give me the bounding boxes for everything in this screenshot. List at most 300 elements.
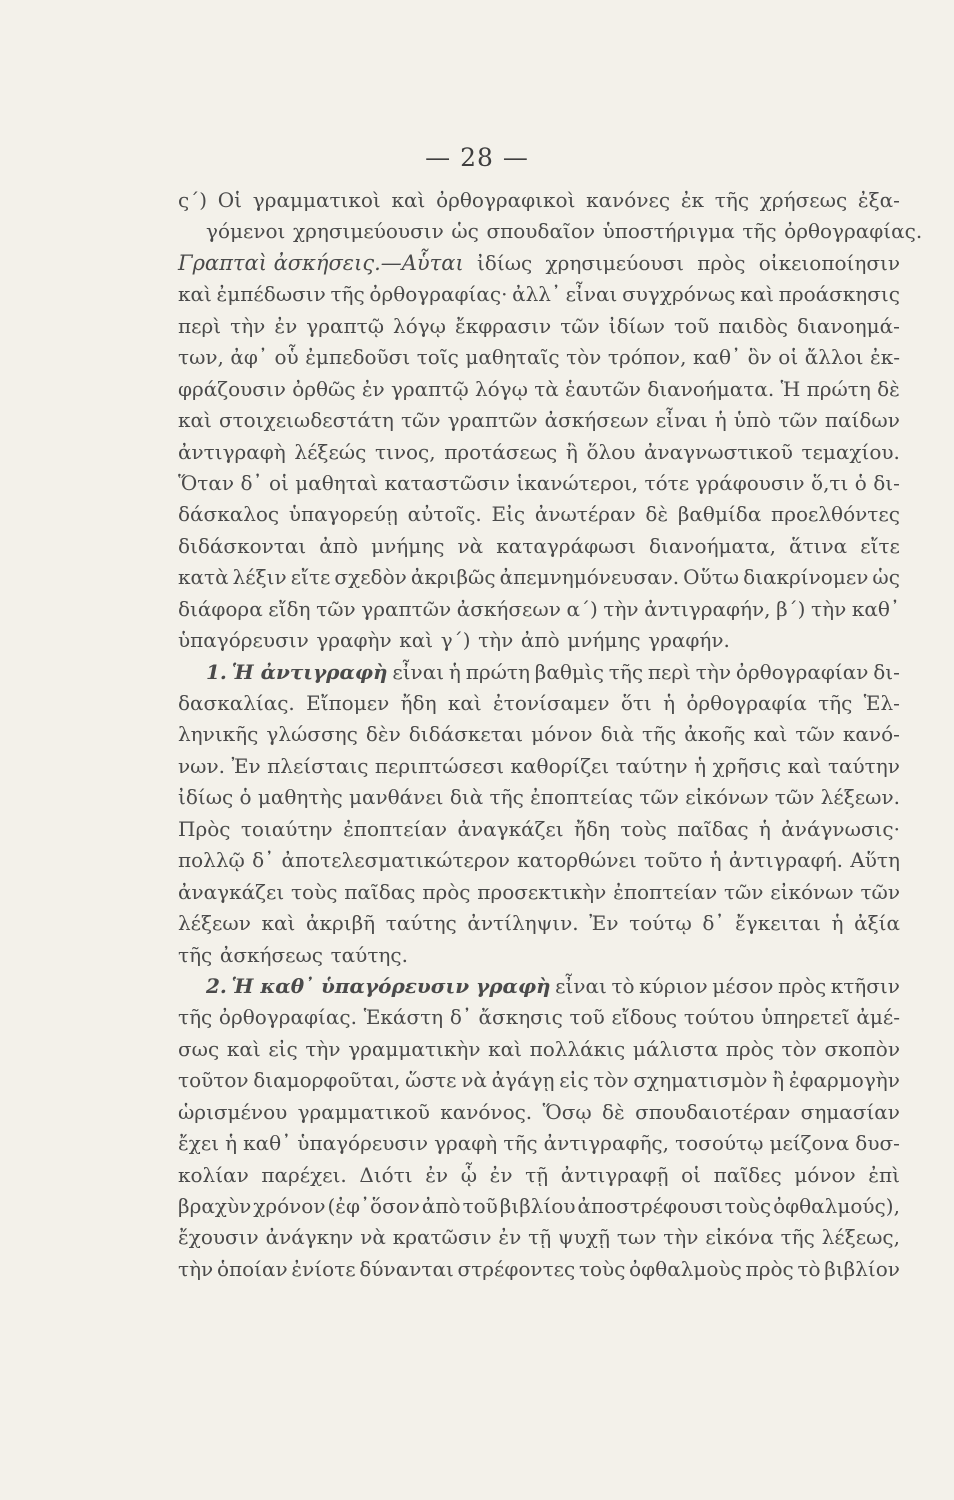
word: ἡ (448, 659, 461, 684)
word: προελθόντες (771, 502, 900, 527)
word: Εἴπομεν (306, 691, 390, 715)
word: εἴτε (290, 565, 331, 590)
word: πολλάκις (529, 1036, 626, 1061)
word: ἀντιγραφή. (728, 848, 844, 873)
text-line (178, 374, 900, 405)
word: τοὺς (578, 1256, 626, 1281)
word: τῆς (608, 659, 644, 684)
word: ὀρθογραφίας. (784, 219, 923, 244)
word: λέξιν (232, 565, 287, 590)
word: ἐξα- (857, 188, 900, 212)
word: πλείσταις (267, 753, 369, 778)
word: στοιχειωδεστάτη (218, 408, 394, 433)
section-number: 2. (206, 973, 227, 998)
word: τοὺς (724, 1194, 772, 1218)
text-line (178, 405, 900, 436)
word: παρέχει. (261, 1162, 347, 1187)
word: τεμαχίου. (801, 439, 900, 464)
text-line (178, 499, 900, 530)
word: (ἐφ᾽ὅσον (327, 1194, 420, 1218)
word: τὰ (534, 376, 559, 401)
word: ὁποίαν (216, 1256, 288, 1281)
word: εἰκόνα (705, 1225, 774, 1250)
word: λέξεως, (821, 1225, 900, 1250)
word: τὴν (695, 659, 731, 684)
word: χρησιμεύουσι (545, 250, 685, 275)
word: ὀρθογραφία (686, 691, 807, 715)
word: τῆς (714, 188, 750, 212)
word: εἶναι (392, 659, 445, 684)
word: εἴδους (611, 1005, 678, 1030)
word: περὶ (178, 313, 222, 338)
word: καὶ (261, 911, 296, 936)
word: ἀξία (854, 911, 900, 936)
body-text (178, 185, 923, 1285)
word: ἀμέ- (856, 1005, 900, 1030)
word: καὶ (399, 628, 434, 653)
word: τοὺς (620, 816, 667, 841)
word: γραμματικοὶ (252, 188, 381, 212)
word: Ἡ (780, 376, 801, 401)
word: τῶν (860, 879, 900, 904)
word: προσεκτικὴν (477, 879, 607, 904)
word: νὰ (457, 533, 484, 558)
word: κατὰ (178, 565, 229, 590)
word: προάσκησις (778, 282, 900, 307)
word: δι- (873, 659, 900, 684)
word: ἢ (565, 439, 578, 464)
word: χρόνον (253, 1194, 326, 1218)
word: οἱ (268, 470, 289, 495)
word: μαθηταῖς (465, 345, 560, 370)
text-line (178, 248, 900, 279)
word: παῖδας (344, 879, 416, 904)
word: Ὅσῳ (542, 1099, 592, 1124)
word: χρήσεως (759, 188, 848, 212)
word: δ᾽ (240, 470, 263, 495)
word: των, (178, 345, 224, 370)
word: οἱ (681, 1162, 701, 1187)
word: ἡ (831, 911, 844, 936)
word: εἴτε (860, 533, 900, 558)
word: τοιαύτην (240, 816, 333, 841)
word: ἰδίως (178, 785, 234, 810)
word: γραπτῶν (447, 408, 538, 433)
text-line (178, 940, 900, 971)
word: τοῦ (673, 313, 710, 338)
word: ἀπεμνημόνευσαν. (499, 565, 680, 590)
word: ἐκ- (870, 345, 900, 370)
text-line (178, 1065, 900, 1096)
word: ἄλλοι (804, 345, 864, 370)
word: δὲ (877, 376, 900, 401)
word: ληνικῆς (178, 722, 259, 747)
word: γραφήν. (648, 628, 730, 653)
word: ἀκριβῶς (410, 565, 496, 590)
word: Πρὸς (178, 816, 231, 841)
word: μαθητὴς (257, 785, 343, 810)
word: δυσ- (855, 1131, 900, 1156)
text-line (178, 1191, 900, 1222)
word: ἀγάγῃ (491, 1068, 555, 1093)
word: γραμματικὴν (348, 1036, 481, 1061)
word: μόνον (531, 722, 593, 747)
word: λόγῳ (393, 313, 446, 338)
word: Εἰς (491, 502, 526, 527)
text-line (178, 1002, 900, 1033)
word: δ᾽ (702, 911, 725, 936)
text-line (178, 1254, 900, 1285)
word: ἐτονίσαμεν (493, 691, 610, 715)
word: ἔχει (178, 1131, 220, 1156)
word: τῆς (503, 1131, 538, 1156)
word: ἀποστρέφουσι (577, 1194, 723, 1218)
text-line (178, 594, 900, 625)
word: ἀνάγκην (265, 1225, 354, 1250)
word: κανόνος. (440, 1099, 533, 1124)
word: τούτου (683, 1005, 755, 1030)
word: τοῦτο (643, 848, 703, 873)
word: ἀντίληψιν. (467, 911, 579, 936)
word: τρόπον, (607, 345, 687, 370)
word: Ἑλ- (863, 691, 900, 715)
word: διανοήματα, (648, 533, 776, 558)
word: δασκαλίας. (178, 691, 295, 715)
word: ἀνάγνωσις· (781, 816, 900, 841)
word: ἀκριβῆ (306, 911, 376, 936)
word: κρατῶσιν (392, 1225, 492, 1250)
word: γραφὴ (434, 1131, 498, 1156)
word: γραπτῶν (361, 596, 452, 621)
word: διανοήματα. (647, 376, 775, 401)
text-line (178, 468, 900, 499)
word: εἰκόνων (685, 785, 769, 810)
text-line (178, 971, 900, 1002)
word: τῶν (639, 785, 679, 810)
word: ἐπὶ (868, 1162, 900, 1187)
text-line (178, 1097, 900, 1128)
word: τῇ (525, 1162, 549, 1187)
word: ἀσκήσεων (456, 596, 561, 621)
word: γράφουσιν (695, 470, 805, 495)
word: νων. (178, 753, 225, 778)
word: ὀφθαλμούς), (773, 1194, 900, 1218)
word: τῆς (742, 219, 777, 244)
word: οἱ (778, 345, 799, 370)
word: ἡ (694, 753, 707, 778)
word: ἀσκήσεων (544, 408, 649, 433)
word: λέξεώς (294, 439, 367, 464)
word: ὥστε (405, 1068, 457, 1093)
word: ἱκανώτεροι, (516, 470, 639, 495)
word: εἶναι (555, 973, 607, 998)
word: πολλῷ (178, 848, 245, 873)
word: τὴν (178, 1256, 214, 1281)
text-line (178, 782, 900, 813)
word: ταύτην (827, 753, 900, 778)
word: καθ᾽ (243, 1131, 292, 1156)
text-line (178, 877, 900, 908)
word: ταύτην (615, 753, 688, 778)
word: ἀπὸ (319, 533, 358, 558)
word: ἡ (709, 848, 722, 873)
word: ἔχουσιν (178, 1225, 259, 1250)
word: ὅτι (620, 691, 652, 715)
word: ἰδίως (476, 250, 533, 275)
word: τῶν (400, 408, 441, 433)
word: προτάσεως (444, 439, 558, 464)
word: ἀντιγραφῆς, (543, 1131, 669, 1156)
word: ὀρθογραφίαν (735, 659, 869, 684)
word: ὀρθογραφίας· (369, 282, 508, 307)
word: τῆς (641, 722, 677, 747)
word: ἀκοῆς (684, 722, 746, 747)
word: τὸν (781, 1036, 817, 1061)
word: εἶναι (565, 282, 618, 307)
section-heading: Ἡ ἀντιγραφὴ (231, 659, 388, 684)
word: καθ᾽ (692, 345, 742, 370)
word: πρὸς (778, 973, 827, 998)
word: οἰκειοποίησιν (758, 250, 900, 275)
word: βιβλίου (499, 1194, 576, 1218)
word: διανοημά- (797, 313, 900, 338)
word: δὲ (602, 1099, 625, 1124)
word: πρώτη (465, 659, 530, 684)
word: σπουδαῖον (486, 219, 596, 244)
word: φράζουσιν (178, 376, 286, 401)
word: τῆς (330, 282, 365, 307)
word: ἐν (498, 1225, 522, 1250)
text-line (178, 311, 900, 342)
text-line (178, 342, 900, 373)
word: τῶν (316, 596, 356, 621)
text-line (178, 751, 900, 782)
word: καὶ (447, 691, 482, 715)
word: κανόνες (586, 188, 671, 212)
word: ὀρθογραφικοὶ (436, 188, 576, 212)
text-line (178, 216, 923, 247)
word: καὶ (178, 282, 212, 307)
word: εἰκόνων (770, 879, 854, 904)
word: ταύτης (385, 911, 457, 936)
word: ὅλου (586, 439, 636, 464)
text-line (178, 1222, 900, 1253)
word: διὰ (449, 785, 484, 810)
word: λόγῳ (474, 376, 528, 401)
word: τῶν (778, 408, 818, 433)
word: ἡ (225, 1131, 238, 1156)
word: νὰ (461, 1068, 487, 1093)
word: πρὸς (725, 1036, 774, 1061)
word: τῶν (560, 313, 600, 338)
word: τότε (644, 470, 690, 495)
word: συγχρόνως (622, 282, 736, 307)
word: ἀπὸ (520, 628, 560, 653)
word: ὀρθῶς (292, 376, 356, 401)
word: διάφορα (178, 596, 263, 621)
word: σημασίαν (800, 1099, 900, 1124)
text-line (178, 185, 900, 216)
word: οὗ (274, 345, 299, 370)
word: χρῆσις (712, 753, 782, 778)
word: ἀντιγραφήν, (644, 596, 771, 621)
word: καθορίζει (510, 753, 610, 778)
word: Ὅταν (178, 470, 235, 495)
word: μέσον (712, 973, 774, 998)
word: καὶ (753, 722, 788, 747)
word: καταστῶσιν (384, 470, 510, 495)
word: τὴν (230, 313, 266, 338)
word: ἐποπτείαν (613, 879, 718, 904)
word: των (616, 1225, 657, 1250)
word: αὐτοῖς. (407, 502, 482, 527)
word: τοῦ (462, 1194, 498, 1218)
word: γόμενοι (206, 219, 286, 244)
word: ἐκ (680, 188, 705, 212)
text-line (178, 531, 900, 562)
word: καὶ (488, 1036, 522, 1061)
word: τῇ (528, 1225, 552, 1250)
word: τὸν (566, 345, 602, 370)
word: κτῆσιν (830, 973, 900, 998)
word: ὑποστήριγμα (602, 219, 735, 244)
word: σπουδαιοτέραν (635, 1099, 791, 1124)
word: ἐφαρμογὴν (788, 1068, 900, 1093)
word: τοὺς (290, 879, 338, 904)
word: βραχὺν (178, 1194, 252, 1218)
word: μόνον (794, 1162, 856, 1187)
section-number: 1. (206, 659, 227, 684)
word: ὑπαγόρευσιν (297, 1131, 429, 1156)
word: κανό- (842, 722, 900, 747)
word: ἡ (663, 691, 676, 715)
word: ἀπὸ (421, 1194, 461, 1218)
word: ἐμπέδωσιν (216, 282, 326, 307)
word: διδάσκονται (178, 533, 307, 558)
word: γραμματικοῦ (297, 1099, 430, 1124)
word: περὶ (647, 659, 691, 684)
word: ὁ (239, 785, 252, 810)
word: ταύτης. (330, 942, 408, 967)
text-line (178, 1034, 900, 1065)
text-line (178, 845, 900, 876)
word: διὰ (600, 722, 634, 747)
text-line (178, 657, 900, 688)
word: ς΄) (178, 188, 208, 212)
word: κολίαν (178, 1162, 249, 1187)
word: διακρίνομεν (743, 565, 869, 590)
text-line (178, 688, 900, 719)
word: δὲν (365, 722, 401, 747)
word: καὶ (740, 282, 774, 307)
word: ἤδη (400, 691, 437, 715)
word: ἐνίοτε (291, 1256, 356, 1281)
word: α΄) (566, 596, 598, 621)
word: τὴν (811, 596, 847, 621)
word: Ἐν (231, 753, 261, 778)
word: γλώσσης (266, 722, 358, 747)
word: ἀνωτέραν (534, 502, 636, 527)
word: ἀναγκάζει (178, 879, 285, 904)
word: ἄσκησις (478, 1005, 563, 1030)
word: εἴδη (268, 596, 311, 621)
word: σως (178, 1036, 220, 1061)
word: δύνανται (359, 1256, 454, 1281)
word: νὰ (360, 1225, 386, 1250)
word: γραφὴν (316, 628, 392, 653)
word: β΄) (776, 596, 806, 621)
word: δάσκαλος (178, 502, 280, 527)
word: χρησιμεύουσιν (293, 219, 444, 244)
word: ψυχῇ (558, 1225, 610, 1250)
word: ἅτινα (789, 533, 848, 558)
word: τὴν (478, 628, 514, 653)
word: σχεδὸν (334, 565, 407, 590)
text-line (178, 908, 900, 939)
word: πρὸς (422, 879, 471, 904)
word: τοσούτῳ (675, 1131, 764, 1156)
word: ἀσκήσεως (219, 942, 324, 967)
word: εἰς (559, 1068, 589, 1093)
word: ὡρισμένου (178, 1099, 288, 1124)
word: βαθμίδα (677, 502, 762, 527)
word: καταγράφωσι (496, 533, 636, 558)
word: εἰς (268, 1036, 298, 1061)
word: καὶ (391, 188, 426, 212)
word: ἢ (772, 1068, 785, 1093)
word: τὴν (603, 596, 639, 621)
word: ἔκφρασιν (455, 313, 552, 338)
word: ἔγκειται (735, 911, 821, 936)
word: σχηματισμὸν (633, 1068, 768, 1093)
word: τοῦ (569, 1005, 605, 1030)
text-line (178, 1128, 900, 1159)
word: τὸν (593, 1068, 629, 1093)
word: ὑπαγόρευσιν (178, 628, 309, 653)
word: τοῦτον (178, 1068, 249, 1093)
word: ὀρθογραφίας. (218, 1005, 357, 1030)
word: κύριον (639, 973, 708, 998)
word: περιπτώσεσι (374, 753, 505, 778)
word: γραπτῷ (390, 376, 469, 401)
word: ἰδίων (608, 313, 665, 338)
italic-heading: Γραπταὶ ἀσκήσεις.—Αὗται (178, 250, 464, 275)
word: λέξεων (178, 911, 251, 936)
section-heading: Ἡ καθ᾽ ὑπαγόρευσιν γραφὴ (231, 973, 551, 998)
word: τῆς (780, 1225, 815, 1250)
word: διδάσκεται (408, 722, 524, 747)
word: παίδων (824, 408, 900, 433)
text-line (178, 279, 900, 310)
word: κατορθώνει (517, 848, 637, 873)
text-line (178, 562, 900, 593)
word: ὡς (872, 565, 900, 590)
page-number: — 28 — (425, 143, 529, 172)
word: ὁ (854, 470, 867, 495)
word: βιβλίον (824, 1256, 900, 1281)
word: ὑπηρετεῖ (761, 1005, 850, 1030)
word: καὶ (178, 408, 212, 433)
word: ὅ,τι (811, 470, 849, 495)
word: ἀφ᾽ (230, 345, 268, 370)
word: Οἱ (217, 188, 242, 212)
word: ἐν (489, 1162, 513, 1187)
word: ἀναγνωστικοῦ (644, 439, 793, 464)
word: τῆς (178, 942, 213, 967)
word: ἀντιγραφὴ (178, 439, 286, 464)
word: Ἑκάστη (363, 1005, 444, 1030)
word: ἡ (714, 408, 727, 433)
